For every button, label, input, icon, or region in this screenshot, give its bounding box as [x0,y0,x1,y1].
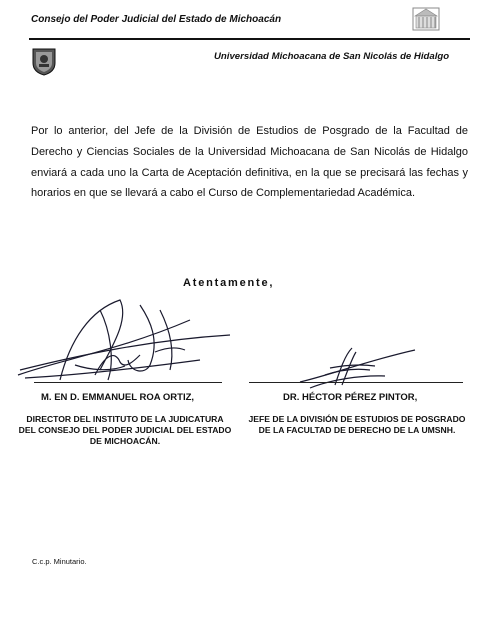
signatory-left-title-line: DIRECTOR DEL INSTITUTO DE LA JUDICATURA [26,414,224,424]
signatory-left-title-line: DE MICHOACÁN. [89,436,161,446]
signature-left-scribble [0,280,260,390]
signatory-right-title-line: JEFE DE LA DIVISIÓN DE ESTUDIOS DE POSGRADO [248,414,466,424]
signatory-left-title-line: DEL CONSEJO DEL PODER JUDICIAL DEL ESTADO [18,425,232,435]
signatory-right-name: DR. HÉCTOR PÉREZ PINTOR, [283,392,418,403]
signature-line-left [34,382,222,383]
header-institution-sub: Universidad Michoacana de San Nicolás de Hidalgo [214,51,450,62]
signatory-left-title [15,414,235,447]
header-divider [29,38,470,40]
signatory-right-title [245,414,469,436]
carbon-copy-note: C.c.p. Minutario. [32,557,87,566]
signatory-left-name: M. EN D. EMMANUEL ROA ORTIZ, [41,392,195,403]
building-seal-icon [412,6,440,32]
signature-line-right [249,382,463,383]
university-crest-icon [31,46,57,76]
header-institution-top: Consejo del Poder Judicial del Estado de Michoacán [31,14,282,25]
signatory-right-title-line: DE LA FACULTAD DE DERECHO DE LA UMSNH. [258,425,456,435]
signature-right-scribble [290,340,420,400]
closing-salutation: Atentamente, [183,277,275,289]
body-paragraph: Por lo anterior, del Jefe de la División de Estudios de Posgrado de la Facultad de Derecho y Ciencias Sociales de la Universidad Michoacana de San Nicolás de Hidalgo enviará a cada uno la Carta de Aceptación definitiva, en la que se precisará las fechas y horarios en que se llevará a cabo el Curso de Complementariedad Académica. [31,125,468,200]
